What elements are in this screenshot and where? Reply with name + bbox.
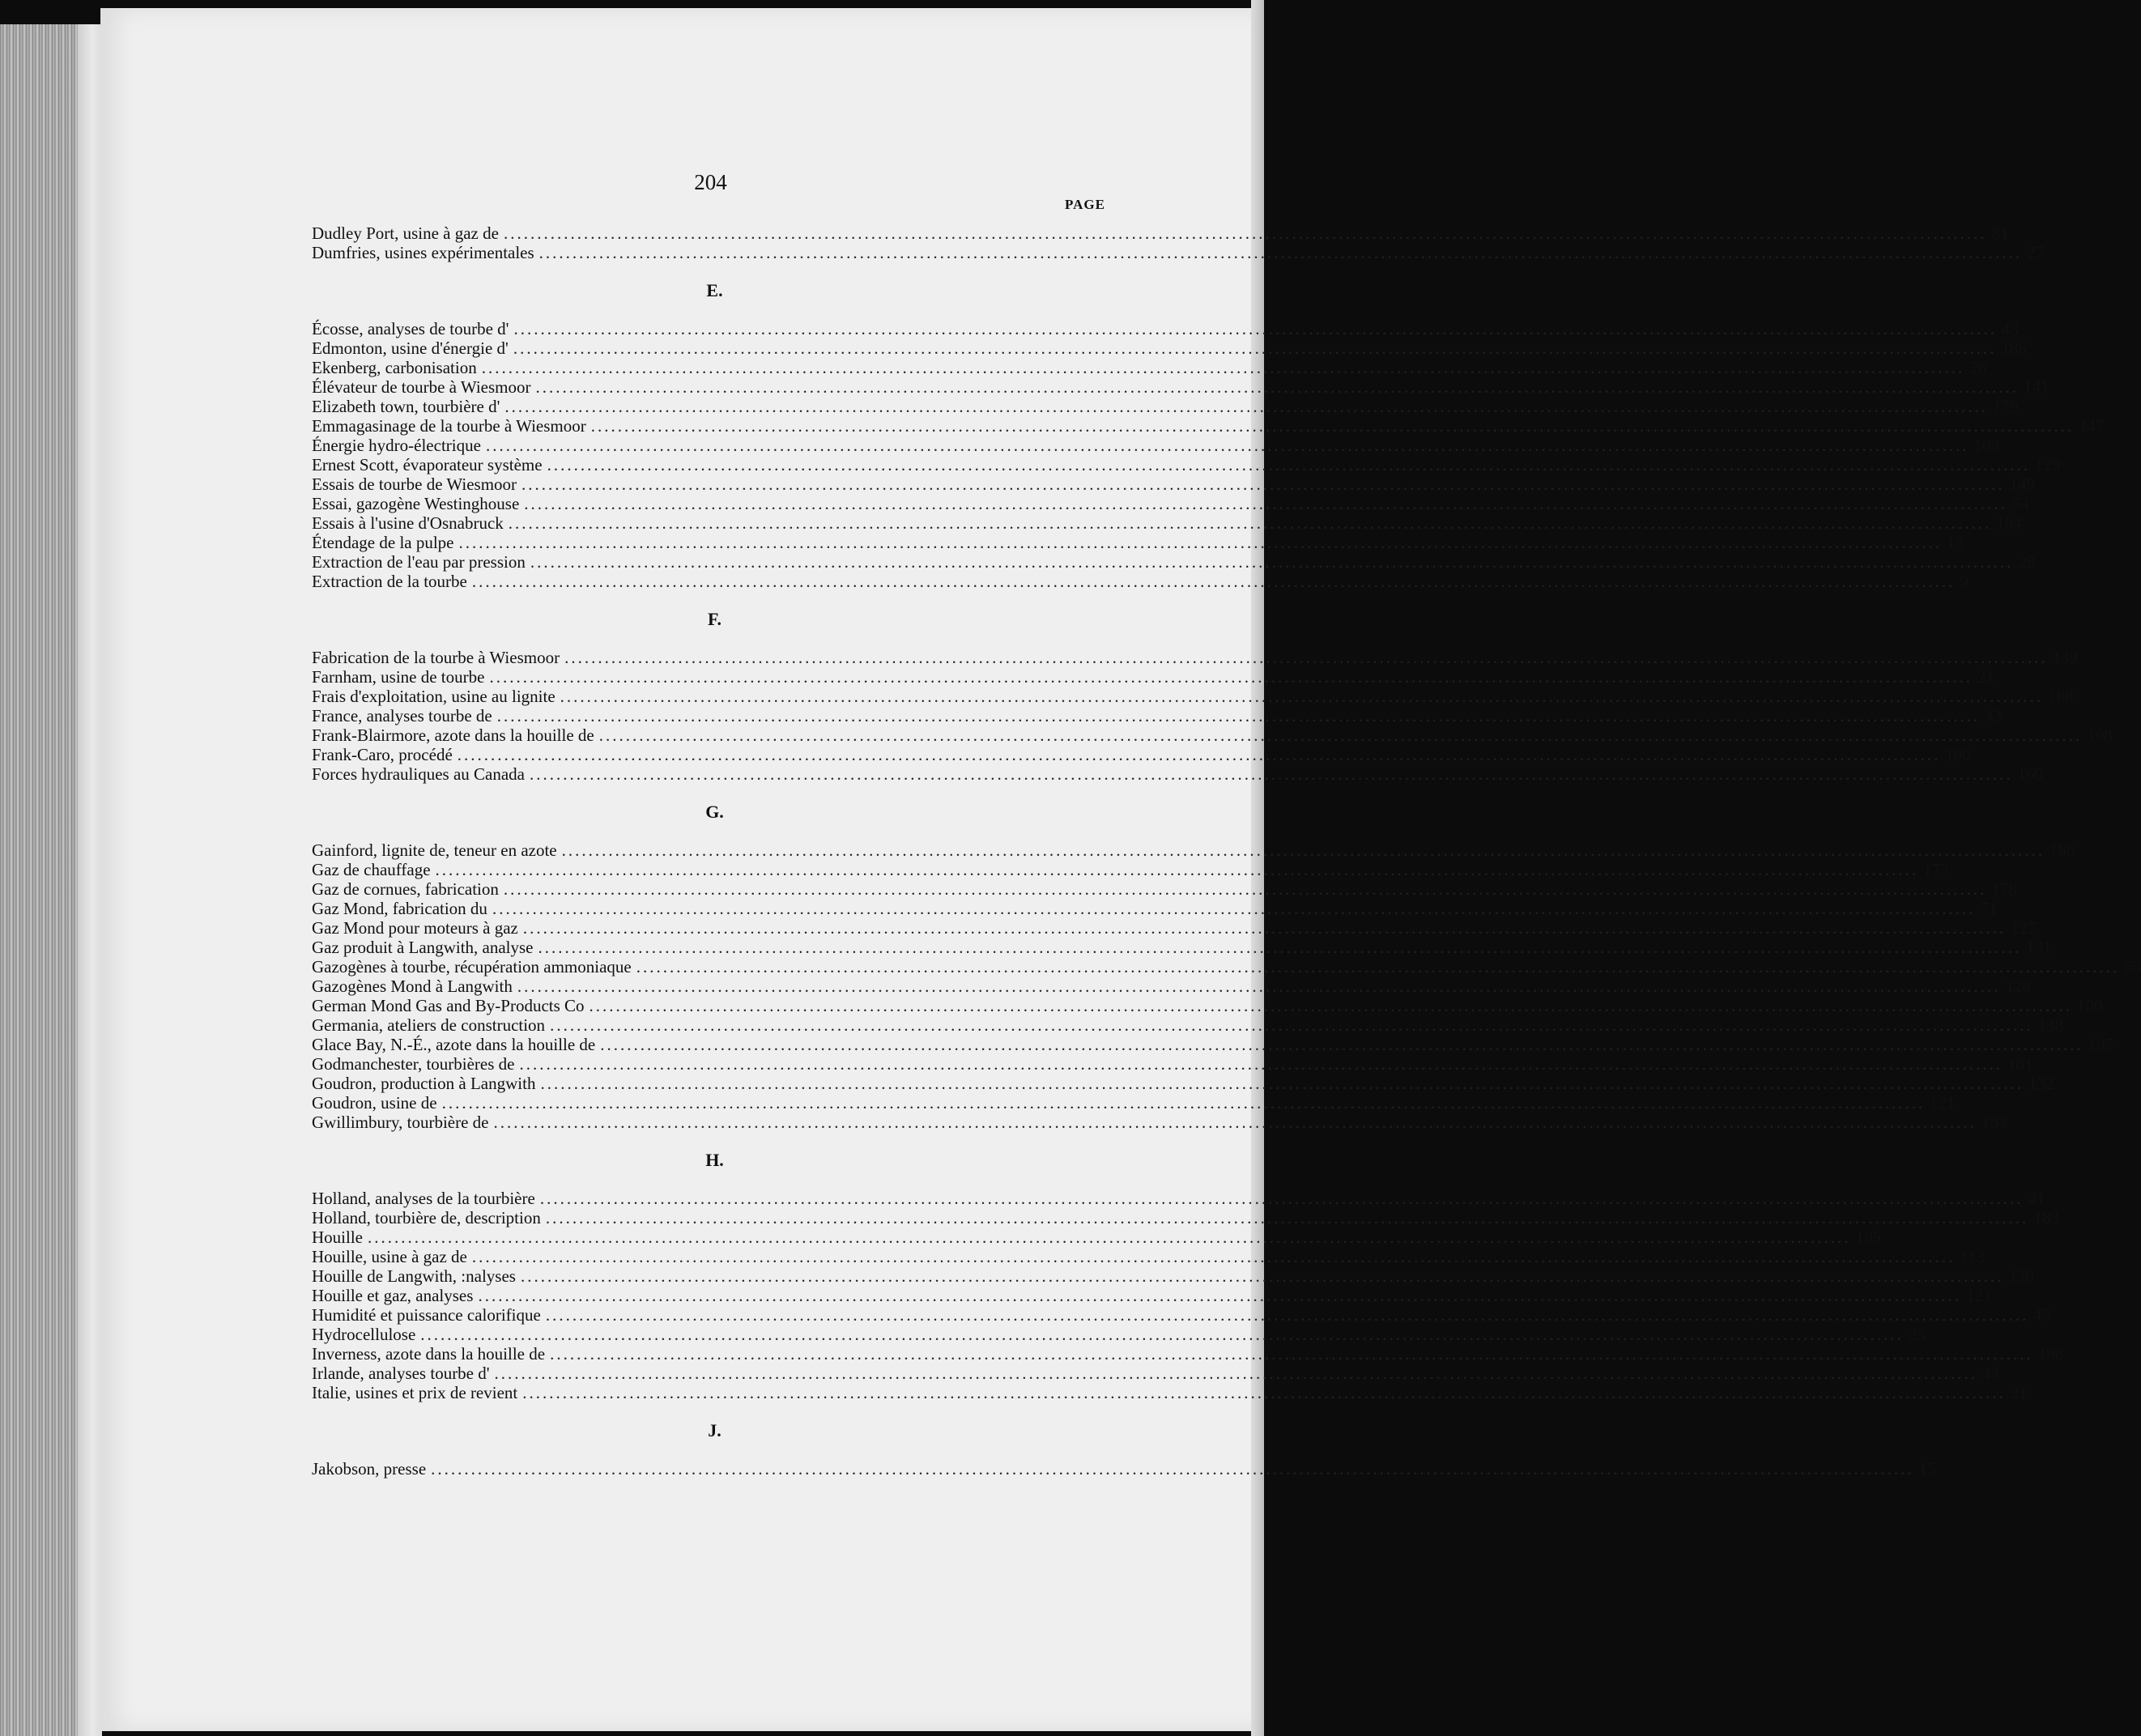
entry-label: Houille [312,1228,363,1247]
leader-dots: .............................................................................................................................................................................................................................. [519,1054,2003,1074]
entry-page-number: 127 [2011,918,2037,938]
entry-label: Extraction de l'eau par pression [312,552,526,572]
leader-dots: .............................................................................................................................................................................................................................. [539,1189,2024,1208]
leader-dots: .............................................................................................................................................................................................................................. [431,1459,1914,1479]
index-entry [312,397,2019,416]
index-entry [312,358,1987,377]
entry-label: Emmagasinage de la tourbe à Wiesmoor [312,416,586,436]
entry-label: Germania, ateliers de construction [312,1015,546,1035]
entry-label: Italie, usines et prix de revient [312,1383,518,1402]
entry-page-number: 81 [1991,223,2009,243]
page-number: 204 [694,170,727,194]
entry-page-number: 138 [2037,1015,2064,1035]
index-entry [312,494,2029,513]
entry-page-number: 25 [1908,1325,1926,1344]
leader-dots: .............................................................................................................................................................................................................................. [550,1015,2033,1035]
entry-label: Hydrocellulose [312,1325,416,1344]
leader-dots: .............................................................................................................................................................................................................................. [504,397,1988,416]
index-entry [312,377,2049,397]
leader-dots: .............................................................................................................................................................................................................................. [492,899,1976,918]
leader-dots: .............................................................................................................................................................................................................................. [560,687,2044,706]
entry-page-number: 178 [1991,879,2017,899]
leader-dots: .............................................................................................................................................................................................................................. [524,494,2007,513]
index-entry [312,1325,1926,1344]
index-list [312,223,2141,1479]
entry-page-number: 113 [1960,1247,1986,1266]
entry-label: Edmonton, usine d'énergie d' [312,338,509,358]
index-entry [312,1364,2000,1383]
section-letter: E. [706,280,723,300]
leader-dots: .............................................................................................................................................................................................................................. [540,1074,2024,1093]
entry-page-number: 198 [2087,725,2113,745]
index-entry [312,1208,2059,1228]
entry-label: Énergie hydro-électrique [312,436,481,455]
index-entry [312,1074,2054,1093]
index-entry [312,223,2009,243]
index-entry [312,436,1999,455]
entry-page-number: 43 [1982,1364,2000,1383]
index-entry [312,319,2019,338]
entry-page-number: 183 [1981,1113,2007,1132]
index-entry [312,764,2044,784]
index-entry [312,455,2061,474]
leader-dots: .............................................................................................................................................................................................................................. [545,1305,2029,1325]
entry-label: Glace Bay, N.-É., azote dans la houille de [312,1035,596,1054]
leader-dots: .............................................................................................................................................................................................................................. [471,572,1956,591]
index-entry [312,1286,1992,1305]
leader-dots: .............................................................................................................................................................................................................................. [530,764,2013,784]
index-entry [312,1459,1936,1479]
index-entry [312,687,2074,706]
entry-label: Frais d'exploitation, usine au lignite [312,687,555,706]
entry-page-number: 121 [1965,1286,1992,1305]
leader-dots: .............................................................................................................................................................................................................................. [530,552,2014,572]
index-entry [312,996,2103,1015]
index-entry [312,879,2017,899]
index-entry [312,1054,2033,1074]
entry-page-number: 100 [2077,996,2103,1015]
entry-label: Holland, analyses de la tourbière [312,1189,535,1208]
entry-page-number: 27 [2027,243,2045,262]
entry-page-number: 186 [2049,840,2075,860]
entry-label: Humidité et puissance calorifique [312,1305,541,1325]
index-entry [312,840,2075,860]
entry-label: Dumfries, usines expérimentales [312,243,534,262]
entry-page-number: 132 [2028,1074,2054,1093]
entry-label: Elizabeth town, tourbière d' [312,397,500,416]
section-letter: F. [708,609,721,629]
entry-label: Gaz Mond, fabrication du [312,899,487,918]
leader-dots: .............................................................................................................................................................................................................................. [481,358,1965,377]
index-entry [312,572,1969,591]
index-entry [312,416,2105,436]
entry-page-number: 104 [1996,513,2022,533]
entry-label: Essais à l'usine d'Osnabruck [312,513,504,533]
entry-page-number: 41 [2028,1189,2045,1208]
entry-label: Frank-Caro, procédé [312,745,453,764]
leader-dots: .............................................................................................................................................................................................................................. [589,996,2073,1015]
index-entry [312,1228,1881,1247]
entry-page-number: 74 [2011,494,2029,513]
entry-label: Inverness, azote dans la houille de [312,1344,546,1364]
entry-label: Gaz produit à Langwith, analyse [312,938,534,957]
index-entry [312,1305,2051,1325]
entry-label: Frank-Blairmore, azote dans la houille de [312,725,594,745]
entry-label: Gainford, lignite de, teneur en azote [312,840,557,860]
entry-label: Houille, usine à gaz de [312,1247,467,1266]
index-entry [312,533,1964,552]
entry-label: Farnham, usine de tourbe [312,667,485,687]
section-letter: G. [705,802,724,822]
leader-dots: .............................................................................................................................................................................................................................. [636,957,2120,976]
leader-dots: .............................................................................................................................................................................................................................. [493,1113,1977,1132]
entry-page-number: 9 [1960,572,1969,591]
leader-dots: .............................................................................................................................................................................................................................. [522,1383,2006,1402]
index-entry [312,957,2141,976]
index-entry [312,1247,1986,1266]
entry-page-number: 21 [2010,1383,2028,1402]
index-entry [312,1093,1956,1113]
leader-dots: .............................................................................................................................................................................................................................. [503,223,1987,243]
index-entry [312,552,2036,572]
entry-label: Irlande, analyses tourbe d' [312,1364,490,1383]
entry-page-number: 186 [2001,338,2027,358]
index-entry [312,1344,2064,1364]
leader-dots: .............................................................................................................................................................................................................................. [538,938,2021,957]
book-gutter [78,24,102,1736]
entry-label: Ekenberg, carbonisation [312,358,477,377]
leader-dots: .............................................................................................................................................................................................................................. [598,725,2083,745]
entry-label: Élévateur de tourbe à Wiesmoor [312,377,531,397]
entry-label: Goudron, usine de [312,1093,437,1113]
leader-dots: .............................................................................................................................................................................................................................. [521,474,2005,494]
index-entry [312,706,2003,725]
entry-label: France, analyses tourbe de [312,706,492,725]
index-entry [312,1266,2034,1286]
leader-dots: .............................................................................................................................................................................................................................. [458,533,1943,552]
section-letter: H. [705,1150,724,1170]
entry-page-number: 169 [1973,436,1999,455]
entry-label: Gwillimbury, tourbière de [312,1113,489,1132]
entry-label: German Mond Gas and By-Products Co [312,996,585,1015]
entry-page-number: 121 [1930,1093,1956,1113]
entry-label: Ernest Scott, évaporateur système [312,455,543,474]
leader-dots: .............................................................................................................................................................................................................................. [590,416,2075,436]
entry-page-number: 71 [1980,899,1998,918]
leader-dots: .............................................................................................................................................................................................................................. [496,706,1981,725]
entry-label: Étendage de la pulpe [312,533,454,552]
leader-dots: .............................................................................................................................................................................................................................. [478,1286,1961,1305]
index-entry [312,648,2079,667]
entry-page-number: 181 [2007,1054,2033,1074]
leader-dots: .............................................................................................................................................................................................................................. [441,1093,1926,1113]
leader-dots: .............................................................................................................................................................................................................................. [545,1208,2029,1228]
entry-page-number: 160 [2017,764,2044,784]
leader-dots: .............................................................................................................................................................................................................................. [550,1344,2033,1364]
entry-page-number: 21 [1977,667,1994,687]
leader-dots: .............................................................................................................................................................................................................................. [420,1325,1904,1344]
index-entry [312,976,2031,996]
leader-dots: .............................................................................................................................................................................................................................. [564,648,2048,667]
entry-label: Gaz de chauffage [312,860,431,879]
leader-dots: .............................................................................................................................................................................................................................. [513,338,1997,358]
leader-dots: .............................................................................................................................................................................................................................. [485,436,1969,455]
index-entry [312,474,2036,494]
index-entry [312,1383,2028,1402]
entry-page-number: 29 [2018,552,2036,572]
entry-page-number: 45 [2033,1305,2051,1325]
index-entry [312,860,1949,879]
index-entry [312,667,1994,687]
index-entry [312,1035,2114,1054]
entry-label: Forces hydrauliques au Canada [312,764,526,784]
entry-label: Houille de Langwith, :nalyses [312,1266,516,1286]
entry-label: Fabrication de la tourbe à Wiesmoor [312,648,560,667]
index-entry [312,725,2113,745]
entry-page-number: 183 [2033,1208,2059,1228]
entry-page-number: 129 [2035,455,2061,474]
entry-label: Gaz de cornues, fabrication [312,879,499,899]
entry-label: Essai, gazogène Westinghouse [312,494,520,513]
leader-dots: .............................................................................................................................................................................................................................. [513,319,1997,338]
index-entry [312,918,2037,938]
leader-dots: .............................................................................................................................................................................................................................. [494,1364,1978,1383]
index-entry [312,899,1998,918]
entry-label: Gazogènes Mond à Langwith [312,976,513,996]
index-entry [312,745,1971,764]
leader-dots: .............................................................................................................................................................................................................................. [368,1228,1851,1247]
entry-page-number: 65 [2124,957,2141,976]
leader-dots: .............................................................................................................................................................................................................................. [435,860,1919,879]
entry-label: Jakobson, presse [312,1459,427,1479]
index-entry [312,243,2045,262]
entry-label: Gazogènes à tourbe, récupération ammoniaque [312,957,632,976]
leader-dots: .............................................................................................................................................................................................................................. [489,667,1973,687]
entry-page-number: 139 [2052,648,2079,667]
entry-page-number: 196 [2037,1344,2064,1364]
entry-label: Godmanchester, tourbières de [312,1054,515,1074]
entry-page-number: 15 [1947,533,1964,552]
entry-label: Houille et gaz, analyses [312,1286,474,1305]
index-entry [312,513,2022,533]
section-letter: J. [708,1420,721,1440]
leader-dots: .............................................................................................................................................................................................................................. [600,1035,2084,1054]
leader-dots: .............................................................................................................................................................................................................................. [517,976,2001,996]
entry-page-number: 147 [2079,416,2105,436]
leader-dots: .............................................................................................................................................................................................................................. [503,879,1987,899]
leader-dots: .............................................................................................................................................................................................................................. [471,1247,1956,1266]
leader-dots: .............................................................................................................................................................................................................................. [520,1266,2004,1286]
entry-label: Extraction de la tourbe [312,572,467,591]
entry-label: Essais de tourbe de Wiesmoor [312,474,517,494]
entry-label: Écosse, analyses de tourbe d' [312,319,509,338]
page-column-label: PAGE [1065,197,1105,212]
entry-page-number: 15 [1918,1459,1936,1479]
entry-page-number: 179 [1992,397,2019,416]
entry-label: Gaz Mond pour moteurs à gaz [312,918,518,938]
entry-page-number: 43 [2001,319,2019,338]
leader-dots: .............................................................................................................................................................................................................................. [561,840,2045,860]
entry-page-number: 141 [2024,377,2049,397]
entry-page-number: 195 [2088,1035,2114,1054]
entry-page-number: 100 [1945,745,1971,764]
entry-page-number: 188 [2048,687,2074,706]
leader-dots: .............................................................................................................................................................................................................................. [538,243,2023,262]
index-entry [312,338,2027,358]
entry-page-number: 128 [2005,976,2031,996]
index-entry [312,938,2052,957]
leader-dots: .............................................................................................................................................................................................................................. [547,455,2031,474]
index-entry [312,1189,2045,1208]
leader-dots: .............................................................................................................................................................................................................................. [535,377,2019,397]
leader-dots: .............................................................................................................................................................................................................................. [457,745,1941,764]
entry-label: Goudron, production à Langwith [312,1074,536,1093]
leader-dots: .............................................................................................................................................................................................................................. [522,918,2007,938]
entry-page-number: 43 [1985,706,2003,725]
entry-page-number: 173 [1923,860,1949,879]
entry-label: Dudley Port, usine à gaz de [312,223,499,243]
entry-page-number: 26 [1969,358,1987,377]
entry-page-number: 131 [2026,938,2052,957]
index-entry [312,1015,2064,1035]
entry-page-number: 130 [2008,1266,2034,1286]
entry-page-number: 195 [1855,1228,1881,1247]
entry-page-number: 149 [2009,474,2036,494]
index-entry [312,1113,2007,1132]
entry-label: Holland, tourbière de, description [312,1208,541,1228]
leader-dots: .............................................................................................................................................................................................................................. [508,513,1992,533]
